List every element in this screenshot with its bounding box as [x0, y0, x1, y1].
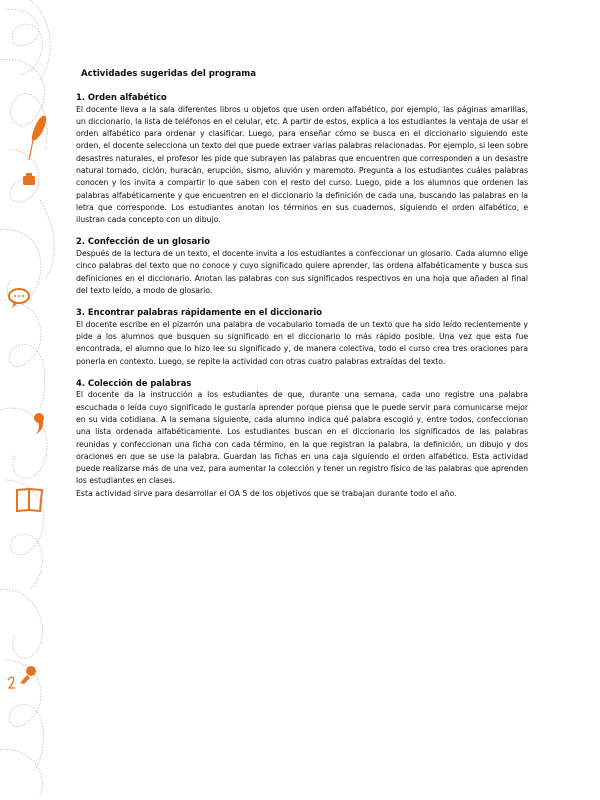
section-heading: 4. Colección de palabras	[76, 377, 192, 388]
section-heading: 3. Encontrar palabras rápidamente en el diccionario	[76, 307, 323, 318]
speech-bubble-icon	[9, 289, 29, 308]
open-book-icon	[17, 489, 42, 511]
decorative-border	[0, 0, 60, 800]
section-heading: 2. Confección de un glosario	[76, 236, 210, 247]
section-heading: 1. Orden alfabético	[76, 92, 167, 102]
section-glosario	[76, 236, 528, 297]
document-title: Actividades sugeridas del programa	[81, 69, 256, 79]
section-body: El docente lleva a la sala diferentes libros u objetos que usen orden alfabético, por ejemplo, las páginas amarillas, un diccionario, la lista de teléfonos en el celular, etc. A partir de estos, explica a los estudiantes la ventaja de usar el orden alfabético para ordenar y clasificar. Luego, para enseñar cómo se busca en el diccionario siguiendo este orden, el docente selecciona un texto del que puede extraer varias palabras relacionadas. Por ejemplo, si leen sobre desastres naturales, el profesor les pide que subrayen las palabras que encuentren que corresponden a un desastre natural tornado, ciclón, huracán, erupción, sismo, aluvión y maremoto. Pregunta a los estudiantes cuáles palabras conocen y los invita a compartir lo que saben con el resto del curso. Luego, pide a los alumnos que ordenen las palabras alfabéticamente y que encuentren en el diccionario la definición de cada una, buscando las palabras en la letra que corresponde. Los estudiantes anotan los términos en sus cuadernos, siguiendo el orden alfabético, e ilustran cada concepto con un dibujo.	[76, 104, 528, 225]
section-body: Después de la lectura de un texto, el docente invita a los estudiantes a confeccionar un glosario. Cada alumno elige cinco palabras del texto que no conoce y cuyo significado quiere aprender, las ordena alfabéticamente y busca sus definiciones en el diccionario. Anotan las palabras con sus significados respectivos en una hoja que añaden al final del texto leído, a modo de glosario.	[76, 248, 528, 295]
closing-note: Esta actividad sirve para desarrollar el OA 5 de los objetivos que se trabajan durante todo el año.	[76, 488, 457, 498]
inkwell-icon	[23, 173, 35, 185]
section-body: El docente da la instrucción a los estudiantes de que, durante una semana, cada uno registre una palabra escuchada o leída cuyo significado le gustaría aprender porque piensa que le puede servir para comunicarse mejor en su vida cotidiana. A la semana siguiente, cada alumno indica qué palabra escogió y, entre todos, confeccionan una lista ordenada alfabéticamente. Los estudiantes buscan en el diccionario los significados de las palabras reunidas y confeccionan una ficha con cada término, en la que registran la palabra, la definición, un dibujo y dos oraciones en que se use la palabra. Guardan las fichas en una caja siguiendo el orden alfabético. Esta actividad puede realizarse más de una vez, para aumentar la colección y tener un registro físico de las palabras que aprenden los estudiantes en clases.	[76, 390, 528, 486]
quill-pen-icon	[29, 116, 46, 160]
comma-icon	[34, 413, 44, 434]
pencil-tip-icon	[8, 666, 36, 688]
section-coleccion	[76, 378, 528, 500]
document-content	[76, 68, 528, 500]
section-diccionario	[76, 307, 528, 368]
section-orden-alfabetico	[76, 92, 528, 226]
section-body: El docente escribe en el pizarrón una palabra de vocabulario tomada de un texto que ha sido leído recientemente y pide a los alumnos que busquen su significado en el diccionario lo más rápido posible. Una vez que esta fue encontrada, el alumno que lo hizo lee su significado y, de manera colectiva, todo el curso crea tres oraciones para ponerla en contexto. Luego, se repite la actividad con otras cuatro palabras extraídas del texto.	[76, 319, 528, 366]
